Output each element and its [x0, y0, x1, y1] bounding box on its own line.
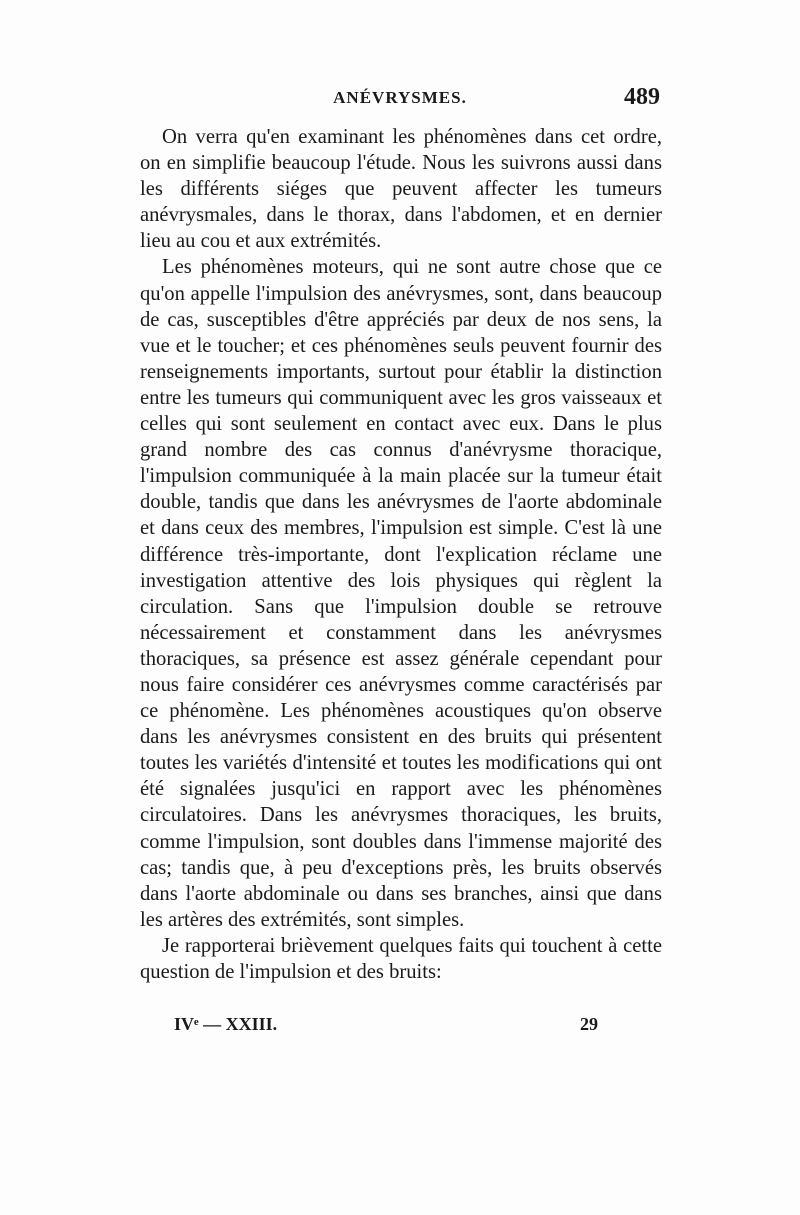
paragraph: On verra qu'en examinant les phénomènes dans cet ordre, on en simplifie beaucoup l'étude. Nous les suivrons aussi dans les différents siéges que peuvent affecter les tumeurs anévrysmales, dans le thorax, dans l'abdomen, et en dernier lieu au cou et aux extrémités. [140, 126, 662, 253]
running-head [140, 84, 660, 116]
page-footer [140, 1014, 662, 1042]
signature-mark: IVᵉ — XXIII. [174, 1014, 278, 1034]
paragraph: Je rapporterai brièvement quelques faits qui touchent à cette question de l'impulsion et des bruits: [140, 934, 662, 983]
page-number: 489 [624, 84, 660, 110]
running-title: ANÉVRYSMES. [333, 88, 467, 107]
body-text [140, 124, 662, 985]
paragraph: Les phénomènes moteurs, qui ne sont autre chose que ce qu'on appelle l'impulsion des anévrysmes, sont, dans beaucoup de cas, susceptibles d'être appréciés par deux de nos sens, la vue et le toucher; et ces phénomènes seuls peuvent fournir des renseignements importants, surtout pour établir la distinction entre les tumeurs qui communiquent avec les gros vaisseaux et celles qui sont seulement en contact avec eux. Dans le plus grand nombre des cas connus d'anévrysme thoracique, l'impulsion communiquée à la main placée sur la tumeur était double, tandis que dans les anévrysmes de l'aorte abdominale et dans ceux des membres, l'impulsion est simple. C'est là une différence très-importante, dont l'explication réclame une investigation attentive des lois physiques qui règlent la circulation. Sans que l'impulsion double se retrouve nécessairement et constamment dans les anévrysmes thoraciques, sa présence est assez générale cependant pour nous faire considérer ces anévrysmes comme caractérisés par ce phénomène. Les phénomènes acoustiques qu'on observe dans les anévrysmes consistent en des bruits qui présentent toutes les variétés d'intensité et toutes les modifications qui ont été signalées jusqu'ici en rapport avec les phénomènes circulatoires. Dans les anévrysmes thoraciques, les bruits, comme l'impulsion, sont doubles dans l'immense majorité des cas; tandis que, à peu d'exceptions près, les bruits observés dans l'aorte abdominale ou dans ses branches, ainsi que dans les artères des extrémités, sont simples. [140, 256, 662, 931]
sheet-number: 29 [580, 1014, 598, 1034]
